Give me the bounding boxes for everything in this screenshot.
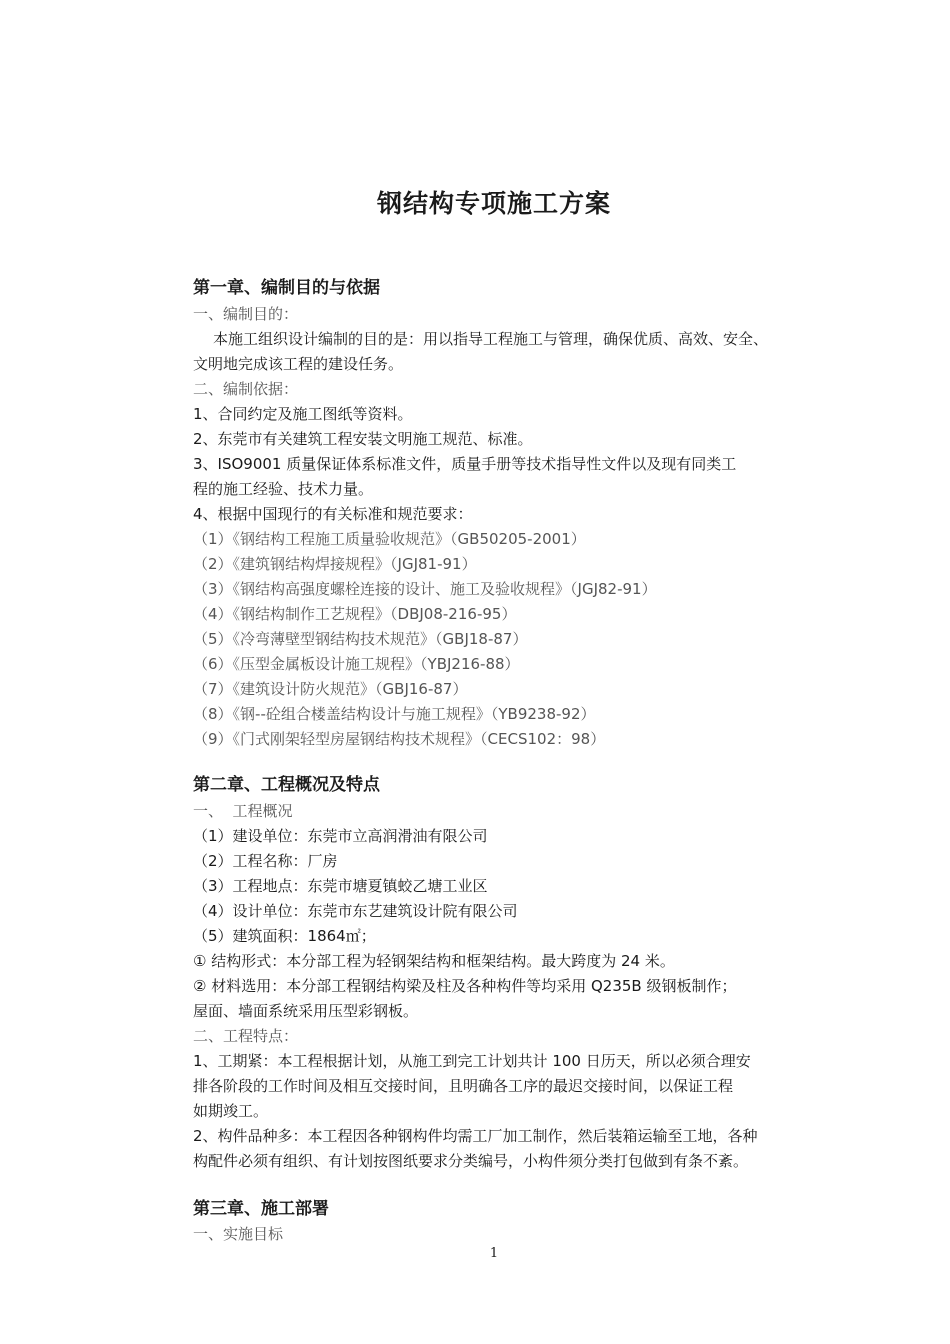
chapter-1-body bbox=[193, 302, 813, 752]
overview-item: （4）设计单位：东莞市东艺建筑设计院有限公司 bbox=[193, 902, 518, 920]
features-item: 构配件必须有组织、有计划按图纸要求分类编号，小构件须分类打包做到有条不紊。 bbox=[193, 1152, 749, 1170]
chapter-2-body bbox=[193, 799, 813, 1174]
features-item: 如期竣工。 bbox=[193, 1102, 269, 1120]
purpose-text-line-1: 本施工组织设计编制的目的是：用以指导工程施工与管理，确保优质、高效、安全、 bbox=[213, 330, 769, 348]
standard-item: （6）《压型金属板设计施工规程》（YBJ216-88） bbox=[193, 655, 520, 673]
standard-item: （1）《钢结构工程施工质量验收规范》（GB50205-2001） bbox=[193, 530, 586, 548]
features-label: 二、工程特点： bbox=[193, 1027, 299, 1045]
overview-item: ① 结构形式：本分部工程为轻钢架结构和框架结构。最大跨度为 24 米。 bbox=[193, 952, 675, 970]
overview-item: （3）工程地点：东莞市塘夏镇蛟乙塘工业区 bbox=[193, 877, 488, 895]
chapter-2-heading: 第二章、工程概况及特点 bbox=[193, 775, 380, 795]
features-item: 1、工期紧：本工程根据计划，从施工到完工计划共计 100 日历天，所以必须合理安 bbox=[193, 1052, 751, 1070]
document-title: 钢结构专项施工方案 bbox=[376, 189, 611, 218]
chapter-3 bbox=[193, 1197, 813, 1247]
chapter-2 bbox=[193, 773, 813, 798]
basis-item: 3、ISO9001 质量保证体系标准文件，质量手册等技术指导性文件以及现有同类工 bbox=[193, 455, 737, 473]
chapter-3-heading: 第三章、施工部署 bbox=[193, 1199, 329, 1219]
standard-item: （2）《建筑钢结构焊接规程》（JGJ81-91） bbox=[193, 555, 477, 573]
basis-item: 1、合同约定及施工图纸等资料。 bbox=[193, 405, 413, 423]
chapter-1-heading: 第一章、编制目的与依据 bbox=[193, 278, 380, 298]
purpose-text-line-2: 文明地完成该工程的建设任务。 bbox=[193, 355, 404, 373]
standard-item: （9）《门式刚架轻型房屋钢结构技术规程》（CECS102：98） bbox=[193, 730, 606, 748]
standard-item: （3）《钢结构高强度螺栓连接的设计、施工及验收规程》（JGJ82-91） bbox=[193, 580, 657, 598]
basis-item: 4、根据中国现行的有关标准和规范要求： bbox=[193, 505, 473, 523]
target-label: 一、实施目标 bbox=[193, 1225, 284, 1243]
features-item: 2、构件品种多：本工程因各种钢构件均需工厂加工制作，然后装箱运输至工地，各种 bbox=[193, 1127, 758, 1145]
standard-item: （4）《钢结构制作工艺规程》（DBJ08-216-95） bbox=[193, 605, 517, 623]
purpose-label: 一、编制目的： bbox=[193, 305, 299, 323]
basis-item: 程的施工经验、技术力量。 bbox=[193, 480, 374, 498]
overview-item: ② 材料选用：本分部工程钢结构梁及柱及各种构件等均采用 Q235B 级钢板制作； bbox=[193, 977, 737, 995]
overview-label: 一、 工程概况 bbox=[193, 802, 293, 820]
chapter-1 bbox=[193, 276, 813, 301]
basis-label: 二、编制依据： bbox=[193, 380, 299, 398]
standard-item: （8）《钢--砼组合楼盖结构设计与施工规程》（YB9238-92） bbox=[193, 705, 596, 723]
overview-item: （2）工程名称：厂房 bbox=[193, 852, 338, 870]
standard-item: （5）《冷弯薄壁型钢结构技术规范》（GBJ18-87） bbox=[193, 630, 528, 648]
overview-item: （1）建设单位：东莞市立高润滑油有限公司 bbox=[193, 827, 488, 845]
overview-item: 屋面、墙面系统采用压型彩钢板。 bbox=[193, 1002, 419, 1020]
page-number: 1 bbox=[489, 1246, 499, 1261]
features-item: 排各阶段的工作时间及相互交接时间，且明确各工序的最迟交接时间，以保证工程 bbox=[193, 1077, 734, 1095]
overview-item: （5）建筑面积：1864㎡； bbox=[193, 927, 376, 945]
standard-item: （7）《建筑设计防火规范》（GBJ16-87） bbox=[193, 680, 468, 698]
basis-item: 2、东莞市有关建筑工程安装文明施工规范、标准。 bbox=[193, 430, 533, 448]
